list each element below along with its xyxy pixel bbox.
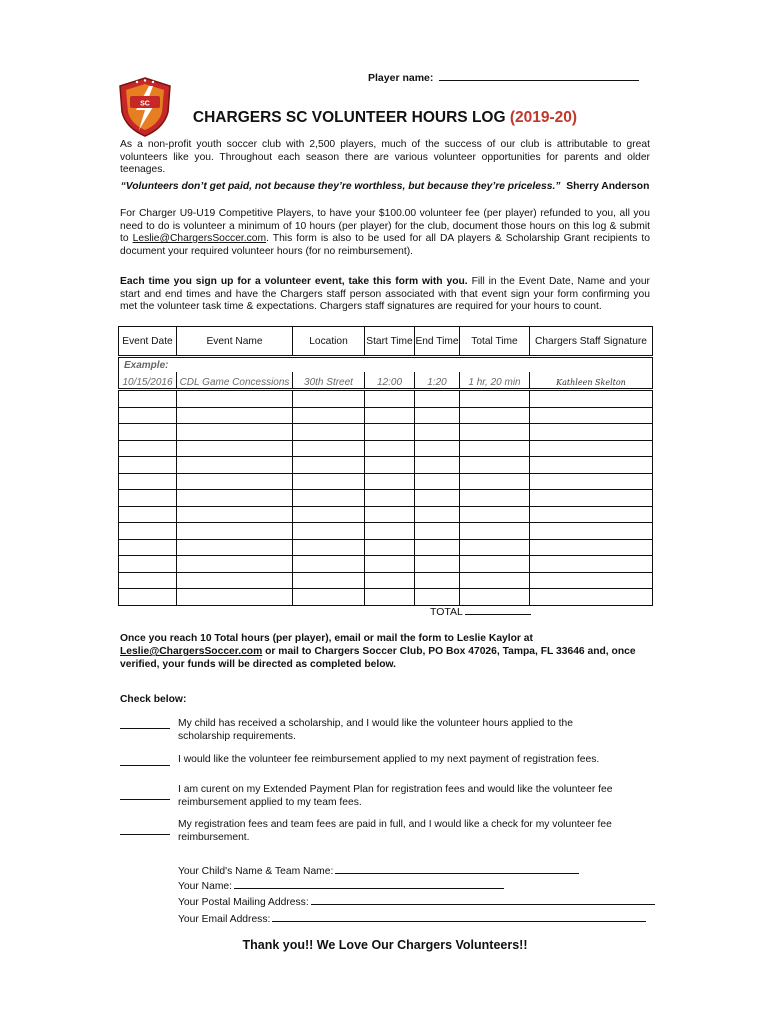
log-entry-cell[interactable] [530, 424, 653, 441]
log-entry-cell[interactable] [365, 556, 415, 573]
log-entry-row [119, 589, 653, 606]
table-header-row [119, 327, 653, 357]
log-entry-cell[interactable] [293, 539, 365, 556]
log-entry-cell[interactable] [415, 539, 460, 556]
email-label: Your Email Address: [178, 914, 271, 925]
address-label: Your Postal Mailing Address: [178, 897, 309, 908]
log-entry-cell[interactable] [530, 390, 653, 408]
total-field[interactable] [430, 604, 531, 618]
log-entry-cell[interactable] [177, 457, 293, 474]
child-name-field[interactable] [178, 863, 579, 877]
log-entry-cell[interactable] [415, 506, 460, 523]
example-label-row [119, 357, 653, 373]
log-entry-cell[interactable] [415, 490, 460, 507]
refund-paragraph [120, 208, 650, 258]
col-event-date: Event Date [119, 327, 177, 357]
log-entry-cell[interactable] [119, 390, 177, 408]
log-entry-cell[interactable] [530, 490, 653, 507]
col-event-name: Event Name [177, 327, 293, 357]
log-entry-cell[interactable] [530, 457, 653, 474]
log-entry-cell[interactable] [365, 490, 415, 507]
log-entry-cell[interactable] [460, 523, 530, 540]
log-entry-cell[interactable] [415, 473, 460, 490]
log-entry-cell[interactable] [530, 506, 653, 523]
log-entry-cell[interactable] [415, 589, 460, 606]
option-next-payment: I would like the volunteer fee reimbursement applied to my next payment of registration fees. [178, 754, 600, 765]
log-entry-cell[interactable] [365, 589, 415, 606]
log-entry-cell[interactable] [365, 539, 415, 556]
submit-text-cont: or mail to Chargers Soccer Club, PO Box 47026, Tampa, FL 33646 and, once verified, your funds will be directed as completed below. [120, 646, 636, 670]
log-entry-row [119, 506, 653, 523]
log-entry-cell[interactable] [415, 407, 460, 424]
example-event: CDL Game Concessions [177, 372, 293, 390]
log-entry-cell[interactable] [177, 506, 293, 523]
quote-text: “Volunteers don’t get paid, not because they’re worthless, but because they’re priceless.” [120, 181, 561, 192]
log-entry-cell[interactable] [177, 424, 293, 441]
log-entry-cell[interactable] [460, 473, 530, 490]
log-entry-cell[interactable] [119, 572, 177, 589]
volunteer-log-table [118, 326, 653, 606]
log-entry-cell[interactable] [119, 490, 177, 507]
log-entry-cell[interactable] [530, 572, 653, 589]
option-blank-next-payment[interactable] [120, 765, 170, 766]
log-entry-cell[interactable] [415, 572, 460, 589]
log-entry-cell[interactable] [119, 473, 177, 490]
child-name-label: Your Child's Name & Team Name: [178, 866, 334, 877]
option-scholarship: My child has received a scholarship, and I would like the volunteer hours applied to the scholarship requirements. [178, 718, 573, 742]
thank-you-message: Thank you!! We Love Our Chargers Volunteers!! [242, 938, 528, 952]
log-entry-cell[interactable] [293, 457, 365, 474]
log-entry-cell[interactable] [119, 407, 177, 424]
log-entry-cell[interactable] [293, 440, 365, 457]
log-entry-row [119, 440, 653, 457]
log-entry-cell[interactable] [177, 523, 293, 540]
option-blank-payment-plan[interactable] [120, 799, 170, 800]
log-entry-cell[interactable] [530, 589, 653, 606]
player-name-blank[interactable] [439, 70, 639, 81]
log-entry-cell[interactable] [415, 424, 460, 441]
log-entry-cell[interactable] [293, 572, 365, 589]
example-label: Example: [119, 357, 653, 373]
title-main: CHARGERS SC VOLUNTEER HOURS LOG [192, 109, 510, 126]
log-entry-row [119, 556, 653, 573]
log-entry-row [119, 407, 653, 424]
volunteer-quote [120, 181, 650, 192]
quote-author: Sherry Anderson [566, 181, 650, 192]
log-entry-cell[interactable] [530, 473, 653, 490]
col-total-time: Total Time [460, 327, 530, 357]
log-entry-cell[interactable] [119, 424, 177, 441]
page-title [0, 109, 770, 127]
instructions-text: Fill in the Event Date, Name and your start and end times and have the Chargers staff person associated with that event sign your form confirming you met the volunteer task time & expectations. Chargers staff signatures are required for your hours to count. [120, 276, 650, 312]
signature-script: Kathleen Skelton [556, 378, 626, 387]
your-name-blank[interactable] [234, 878, 504, 889]
log-entry-cell[interactable] [365, 572, 415, 589]
chargers-logo [116, 76, 174, 138]
col-start-time: Start Time [365, 327, 415, 357]
col-location: Location [293, 327, 365, 357]
log-entry-cell[interactable] [293, 556, 365, 573]
example-date: 10/15/2016 [119, 372, 177, 390]
log-entry-cell[interactable] [460, 407, 530, 424]
example-location: 30th Street [293, 372, 365, 390]
log-entry-cell[interactable] [365, 523, 415, 540]
log-entry-cell[interactable] [293, 490, 365, 507]
log-entry-cell[interactable] [460, 424, 530, 441]
log-entry-row [119, 572, 653, 589]
log-entry-cell[interactable] [177, 572, 293, 589]
log-entry-row [119, 473, 653, 490]
intro-paragraph: As a non-profit youth soccer club with 2,500 players, much of the success of our club is attributable to great volunteers like you. Throughout each season there are various volunteer opportunities for parents and older teenages. [120, 139, 650, 175]
log-entry-cell[interactable] [460, 572, 530, 589]
log-entry-cell[interactable] [293, 407, 365, 424]
log-entry-cell[interactable] [415, 457, 460, 474]
log-entry-cell[interactable] [365, 473, 415, 490]
address-blank[interactable] [311, 894, 655, 905]
log-entry-cell[interactable] [177, 539, 293, 556]
log-entry-cell[interactable] [119, 506, 177, 523]
log-entry-cell[interactable] [293, 390, 365, 408]
log-entry-cell[interactable] [365, 506, 415, 523]
log-entry-cell[interactable] [177, 390, 293, 408]
title-year: (2019-20) [509, 109, 578, 126]
log-entry-cell[interactable] [177, 490, 293, 507]
refund-text-cont: . This form is also to be used for all DA players & Scholarship Grant recipients to document your required volunteer hours (for no reimbursement). [120, 233, 651, 257]
submission-instructions [120, 632, 660, 671]
log-entry-cell[interactable] [460, 440, 530, 457]
log-entry-cell[interactable] [460, 490, 530, 507]
log-entry-cell[interactable] [119, 556, 177, 573]
log-entry-cell[interactable] [530, 440, 653, 457]
log-entry-row [119, 523, 653, 540]
log-entry-cell[interactable] [119, 457, 177, 474]
log-entry-cell[interactable] [177, 440, 293, 457]
address-field[interactable] [178, 894, 655, 908]
example-start: 12:00 [365, 372, 415, 390]
log-entry-cell[interactable] [177, 556, 293, 573]
option-check: My registration fees and team fees are paid in full, and I would like a check for my volunteer fee reimbursement. [178, 819, 612, 843]
log-entry-cell[interactable] [460, 539, 530, 556]
example-row [119, 372, 653, 390]
log-entry-cell[interactable] [119, 589, 177, 606]
refund-text: For Charger U9-U19 Competitive Players, to have your $100.00 volunteer fee (per player) refunded to you, all you need to do is volunteer a minimum of 10 hours (per player) for the club, document those hours on this log & submit to [120, 208, 650, 244]
log-entry-cell[interactable] [177, 589, 293, 606]
log-entry-cell[interactable] [177, 407, 293, 424]
log-entry-row [119, 390, 653, 408]
instructions-paragraph [120, 276, 650, 314]
log-entry-cell[interactable] [119, 539, 177, 556]
option-payment-plan: I am curent on my Extended Payment Plan for registration fees and would like the volunteer fee reimbursement applied to my team fees. [178, 784, 613, 808]
log-entry-cell[interactable] [293, 506, 365, 523]
your-name-label: Your Name: [178, 881, 232, 892]
log-entry-cell[interactable] [460, 556, 530, 573]
log-entry-cell[interactable] [365, 407, 415, 424]
submit-text: Once you reach 10 Total hours (per player), email or mail the form to Leslie Kaylor at [120, 633, 533, 644]
col-staff-signature: Chargers Staff Signature [530, 327, 653, 357]
log-entry-cell[interactable] [365, 390, 415, 408]
example-end: 1:20 [415, 372, 460, 390]
log-entry-cell[interactable] [365, 440, 415, 457]
log-entry-cell[interactable] [293, 473, 365, 490]
log-entry-cell[interactable] [530, 539, 653, 556]
log-entry-cell[interactable] [415, 556, 460, 573]
log-entry-row [119, 424, 653, 441]
log-entry-cell[interactable] [460, 457, 530, 474]
log-entry-cell[interactable] [460, 506, 530, 523]
total-label: TOTAL [430, 606, 463, 618]
log-entry-cell[interactable] [530, 523, 653, 540]
instructions-bold: Each time you sign up for a volunteer event, take this form with you. [120, 276, 468, 287]
log-entry-cell[interactable] [177, 473, 293, 490]
svg-text:SC: SC [140, 100, 150, 108]
log-entry-cell[interactable] [293, 424, 365, 441]
log-entry-cell[interactable] [530, 556, 653, 573]
player-name-field[interactable] [368, 70, 639, 84]
log-entry-cell[interactable] [365, 424, 415, 441]
player-name-label: Player name: [368, 72, 434, 84]
log-entry-cell[interactable] [293, 523, 365, 540]
option-blank-check[interactable] [120, 834, 170, 835]
log-entry-row [119, 490, 653, 507]
col-end-time: End Time [415, 327, 460, 357]
email-field[interactable] [178, 911, 646, 925]
log-entry-cell[interactable] [119, 440, 177, 457]
total-blank[interactable] [465, 604, 531, 615]
log-entry-cell[interactable] [415, 390, 460, 408]
example-total: 1 hr, 20 min [460, 372, 530, 390]
log-entry-cell[interactable] [293, 589, 365, 606]
log-entry-cell[interactable] [119, 523, 177, 540]
log-entry-cell[interactable] [415, 523, 460, 540]
your-name-field[interactable] [178, 878, 504, 892]
log-entry-row [119, 457, 653, 474]
log-entry-cell[interactable] [530, 407, 653, 424]
submit-email-link[interactable]: Leslie@ChargersSoccer.com [120, 646, 263, 657]
log-entry-cell[interactable] [460, 390, 530, 408]
log-entry-cell[interactable] [415, 440, 460, 457]
child-name-blank[interactable] [335, 863, 579, 874]
check-heading: Check below: [120, 694, 187, 705]
email-link[interactable]: Leslie@ChargersSoccer.com [132, 233, 267, 244]
email-blank[interactable] [272, 911, 646, 922]
log-entry-row [119, 539, 653, 556]
log-entry-cell[interactable] [365, 457, 415, 474]
example-signature [530, 372, 653, 390]
option-blank-scholarship[interactable] [120, 728, 170, 729]
log-entry-cell[interactable] [460, 589, 530, 606]
